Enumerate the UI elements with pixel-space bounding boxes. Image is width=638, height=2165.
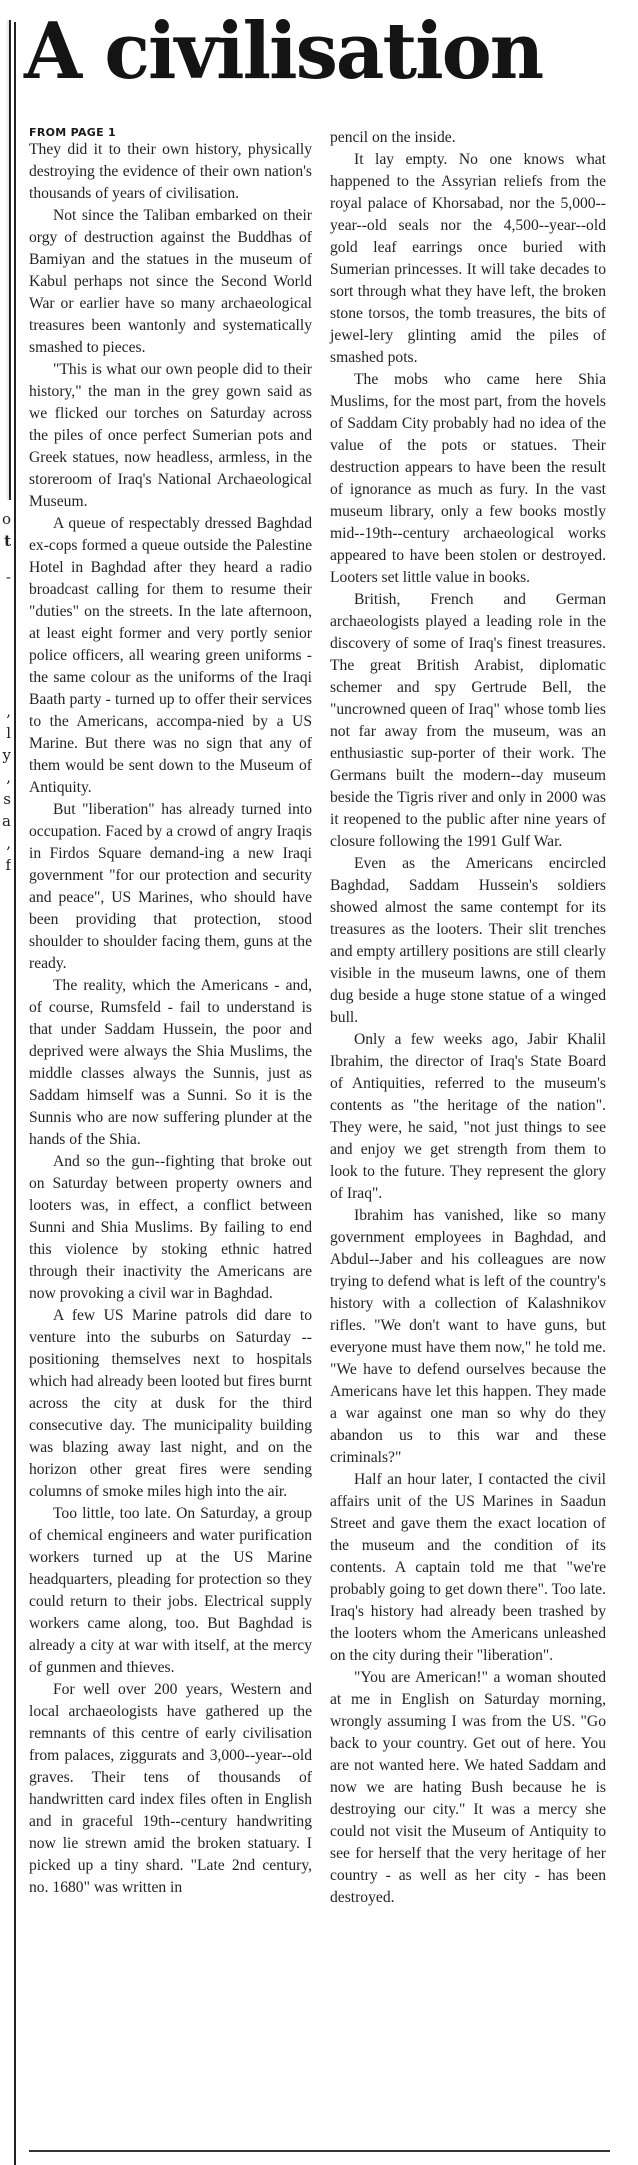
paragraph: The mobs who came here Shia Muslims, for the most part, from the hovels of Saddam City probably had no idea of the value of the pots or statues. Their destruction appears to have been the result of ignorance as much as fury. In the vast museum library, only a few books mostly mid--19th--century archaeological works appeared to have been stolen or destroyed. Looters set little value in books. (330, 371, 606, 586)
article-headline: A civilisation (24, 6, 543, 97)
paragraph: They did it to their own history, physically destroying the evidence of their own nation's thousands of years of civilisation. (29, 141, 312, 202)
adjacent-text-fragment: t (4, 532, 11, 550)
paragraph: Not since the Taliban embarked on their orgy of destruction against the Buddhas of Bamiyan and the statues in the museum of Kabul perhaps not since the Second World War or earlier have so many archaeological treasures been wantonly and systematically smashed to pieces. (29, 207, 312, 356)
paragraph: Half an hour later, I contacted the civil affairs unit of the US Marines in Saadun Street and gave them the exact location of the museum and the condition of its contents. A captain told me that "we're probably going to get down there". Too late. Iraq's history had already been trashed by the looters whom the Americans unleashed on the city during their "liberation". (330, 1471, 606, 1664)
article-column-2 (330, 127, 606, 1909)
paragraph: Ibrahim has vanished, like so many government employees in Baghdad, and Abdul--Jaber and his colleagues are now trying to defend what is left of the country's history with a collection of Kalashnikov rifles. "We don't want to have guns, but everyone must have them now," he told me. "We have to defend ourselves because the Americans have let this happen. They made a war against one man so why do they abandon us to this war and these criminals?" (330, 1207, 606, 1466)
adjacent-text-fragment: , (6, 834, 11, 852)
adjacent-text-fragment: l (6, 724, 11, 742)
paragraph: A queue of respectably dressed Baghdad ex-cops formed a queue outside the Palestine Hotel in Baghdad after they heard a radio broadcast calling for them to resume their "duties" on the streets. In the late afternoon, at least eight former and very portly senior police officers, all wearing green uniforms - the same colour as the uniforms of the Iraqi Baath party - turned up to offer their services to the Americans, accompa-nied by a US Marine. But there was no sign that any of them would be sent down to the Museum of Antiquity. (29, 515, 312, 796)
paragraph: The reality, which the Americans - and, of course, Rumsfeld - fail to understand is that under Saddam Hussein, the poor and deprived were always the Shia Muslims, the middle classes always the Sunnis, just as Saddam himself was a Sunni. So it is the Sunnis who are now suffering plunder at the hands of the Shia. (29, 977, 312, 1148)
adjacent-text-fragment: f (5, 856, 11, 874)
adjacent-text-fragment: a (2, 812, 11, 830)
paragraph: It lay empty. No one knows what happened to the Assyrian reliefs from the royal palace of Khorsabad, nor the 5,000--year--old seals nor the 4,500--year--old gold leaf earrings once buried with Sumerian princesses. It will take decades to sort through what they have left, the broken stone torsos, the tomb treasures, the bits of jewel-lery glinting amid the piles of smashed pots. (330, 151, 606, 366)
adjacent-text-fragment: , (6, 702, 11, 720)
paragraph: "You are American!" a woman shouted at me in English on Saturday morning, wrongly assuming I was from the US. "Go back to your country. Get out of here. You are not wanted here. We hated Saddam and now we are hating Bush because he is destroying our city." It was a mercy she could not visit the Museum of Antiquity to see for herself that the very heritage of her country - as well as her city - has been destroyed. (330, 1669, 606, 1906)
adjacent-text-fragment: y (2, 746, 11, 764)
adjacent-photo-edge (0, 20, 11, 500)
adjacent-text-fragment: o (1, 510, 11, 528)
adjacent-text-fragment: , (6, 768, 11, 786)
paragraph: "This is what our own people did to their history," the man in the grey gown said as we flicked our torches on Saturday across the piles of once perfect Sumerian pots and Greek statues, now headless, armless, in the storeroom of Iraq's National Archaeological Museum. (29, 361, 312, 510)
paragraph: Even as the Americans encircled Baghdad, Saddam Hussein's soldiers showed almost the same contempt for its treasures as the looters. Their slit trenches and empty artillery positions are still clearly visible in the museum lawns, one of them dug beside a huge stone statue of a winged bull. (330, 855, 606, 1026)
adjacent-text-fragment: s (3, 790, 11, 808)
paragraph: Only a few weeks ago, Jabir Khalil Ibrahim, the director of Iraq's State Board of Antiquities, referred to the museum's contents as "the heritage of the nation". They were, he said, "not just things to see and enjoy we get strength from them to look to the future. They represent the glory of Iraq". (330, 1031, 606, 1202)
adjacent-text-fragment: - (5, 568, 11, 586)
paragraph: For well over 200 years, Western and local archaeologists have gathered up the remnants of this centre of early civilisation from palaces, ziggurats and 3,000--year--old graves. Their tens of thousands of handwritten card index files often in English and in graceful 19th--century handwriting now lie strewn amid the broken statuary. I picked up a tiny shard. "Late 2nd century, no. 1680" was written in (29, 1681, 312, 1896)
paragraph: And so the gun--fighting that broke out on Saturday between property owners and looters was, in effect, a conflict between Sunni and Shia Muslims. By failing to end this violence by stoking ethnic hatred through their inactivity the Americans are now provoking a civil war in Baghdad. (29, 1153, 312, 1302)
paragraph: pencil on the inside. (330, 129, 456, 146)
paragraph: Too little, too late. On Saturday, a group of chemical engineers and water purification workers turned up at the US Marine headquarters, pleading for protection so they could return to their jobs. Electrical supply workers came along, too. But Baghdad is already a city at war with itself, at the mercy of gunmen and thieves. (29, 1505, 312, 1676)
paragraph: A few US Marine patrols did dare to venture into the suburbs on Saturday -- positioning themselves next to hospitals which had already been looted but fires burnt across the city at dusk for the third consecutive day. The municipality building was blazing away last night, and on the horizon other great fires were sending columns of smoke miles high into the air. (29, 1307, 312, 1500)
column-1-bottom-rule (29, 2150, 319, 2152)
adjacent-column-edge (0, 0, 12, 2165)
continuation-kicker: FROM PAGE 1 (29, 126, 117, 139)
article-column-1 (29, 139, 312, 1899)
paragraph: British, French and German archaeologists played a leading role in the discovery of some of Iraq's finest treasures. The great British Arabist, diplomatic schemer and spy Gertrude Bell, the "uncrowned queen of Iraq" whose tomb lies not far away from the museum, was an enthusiastic sup-porter of their work. The Germans built the modern--day museum beside the Tigris river and only in 2000 was it reopened to the public after nine years of closure following the 1991 Gulf War. (330, 591, 606, 850)
column-2-bottom-rule (310, 2150, 610, 2152)
column-divider-rule (14, 22, 16, 2165)
paragraph: But "liberation" has already turned into occupation. Faced by a crowd of angry Iraqis in Firdos Square demand-ing a new Iraqi government "for our protection and security and peace", US Marines, who should have been providing that protection, stood shoulder to shoulder facing them, guns at the ready. (29, 801, 312, 972)
